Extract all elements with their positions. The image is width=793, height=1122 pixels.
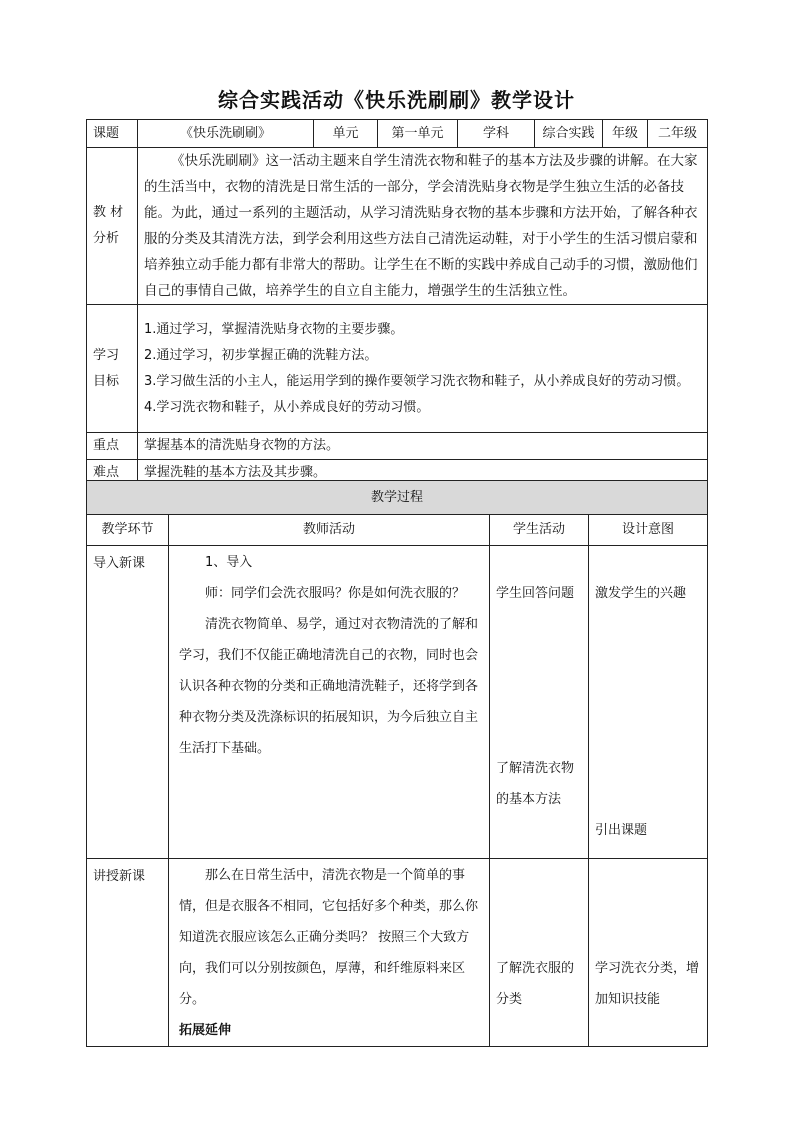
subject-value: 综合实践 xyxy=(535,120,603,148)
process-columns-row xyxy=(87,515,708,546)
student-activity-1: 学生回答问题 xyxy=(496,586,575,601)
subject-label: 学科 xyxy=(458,120,535,148)
design-intent-1: 激发学生的兴趣 xyxy=(595,586,687,601)
student-activity-new-lesson: 了解洗衣服的分类 xyxy=(490,859,589,1047)
analysis-row xyxy=(87,148,708,305)
analysis-label-line2: 分析 xyxy=(93,231,120,246)
teacher-activity-new-lesson xyxy=(169,859,490,1047)
process-row-intro xyxy=(87,546,708,859)
column-header-intent: 设计意图 xyxy=(589,515,708,546)
objective-item: 3.学习做生活的小主人，能运用学到的操作要领学习洗衣物和鞋子，从小养成良好的劳动习惯。 xyxy=(144,373,690,389)
difficulty-text: 掌握洗鞋的基本方法及其步骤。 xyxy=(138,460,708,487)
key-point-row xyxy=(87,433,708,460)
objective-item: 4.学习洗衣物和鞋子，从小养成良好的劳动习惯。 xyxy=(144,399,430,415)
teacher-activity-intro xyxy=(169,546,490,859)
analysis-label xyxy=(87,148,138,305)
teacher-paragraph: 师：同学们会洗衣服吗？你是如何洗衣服的？ xyxy=(205,586,466,601)
key-point-label: 重点 xyxy=(87,433,138,460)
process-row-new-lesson xyxy=(87,859,708,1047)
difficulty-label: 难点 xyxy=(87,460,138,487)
column-header-teacher: 教师活动 xyxy=(169,515,490,546)
stage-intro: 导入新课 xyxy=(87,546,169,859)
topic-row xyxy=(87,120,708,148)
objectives-label xyxy=(87,305,138,433)
unit-value: 第一单元 xyxy=(378,120,458,148)
student-activity-2: 了解清洗衣物的基本方法 xyxy=(496,761,575,807)
teacher-extension-heading: 拓展延伸 xyxy=(179,1023,232,1038)
objective-item: 2.通过学习，初步掌握正确的洗鞋方法。 xyxy=(144,347,378,363)
objectives-row xyxy=(87,305,708,433)
student-activity-intro xyxy=(490,546,589,859)
objectives-label-line1: 学习 xyxy=(93,347,120,363)
objectives-list xyxy=(138,305,708,433)
topic-label: 课题 xyxy=(87,120,138,148)
column-header-student: 学生活动 xyxy=(490,515,589,546)
document-title: 综合实践活动《快乐洗刷刷》教学设计 xyxy=(218,88,575,112)
basic-info-table xyxy=(86,119,708,487)
process-header-row xyxy=(87,481,708,515)
teaching-process-table xyxy=(86,480,708,1047)
teacher-heading: 1、导入 xyxy=(205,555,253,570)
grade-label: 年级 xyxy=(603,120,648,148)
unit-label: 单元 xyxy=(314,120,378,148)
objectives-label-line2: 目标 xyxy=(93,373,120,389)
process-header: 教学过程 xyxy=(87,481,708,515)
stage-new-lesson: 讲授新课 xyxy=(87,859,169,1047)
key-point-text: 掌握基本的清洗贴身衣物的方法。 xyxy=(138,433,708,460)
analysis-text: 《快乐洗刷刷》这一活动主题来自学生清洗衣物和鞋子的基本方法及步骤的讲解。在大家的生活当中，衣物的清洗是日常生活的一部分，学会清洗贴身衣物是学生独立生活的必备技能。为此，通过一系列的主题活动，从学习清洗贴身衣物的基本步骤和方法开始，了解各种衣服的分类及其清洗方法，到学会利用这些方法自己清洗运动鞋，对于小学生的生活习惯启蒙和培养独立动手能力都有非常大的帮助。让学生在不断的实践中养成自己动手的习惯，激励他们自己的事情自己做，培养学生的自立自主能力，增强学生的生活独立性。 xyxy=(138,148,708,305)
teacher-paragraph: 那么在日常生活中，清洗衣物是一个简单的事情，但是衣服各不相同，它包括好多个种类，那么你知道洗衣服应该怎么正确分类吗？ 按照三个大致方向，我们可以分别按颜色，厚薄，和纤维原料来区分。 xyxy=(179,868,479,1007)
topic-value: 《快乐洗刷刷》 xyxy=(138,120,314,148)
design-intent-intro xyxy=(589,546,708,859)
objective-item: 1.通过学习，掌握清洗贴身衣物的主要步骤。 xyxy=(144,321,404,337)
grade-value: 二年级 xyxy=(648,120,708,148)
design-intent-new-lesson: 学习洗衣分类，增加知识技能 xyxy=(589,859,708,1047)
column-header-stage: 教学环节 xyxy=(87,515,169,546)
design-intent-2: 引出课题 xyxy=(595,823,648,838)
teacher-paragraph: 清洗衣物简单、易学，通过对衣物清洗的了解和学习，我们不仅能正确地清洗自己的衣物，同时也会认识各种衣物的分类和正确地清洗鞋子，还将学到各种衣物分类及洗涤标识的拓展知识，为今后独立自主生活打下基础。 xyxy=(179,617,479,756)
analysis-label-line1: 教 材 xyxy=(93,205,124,220)
